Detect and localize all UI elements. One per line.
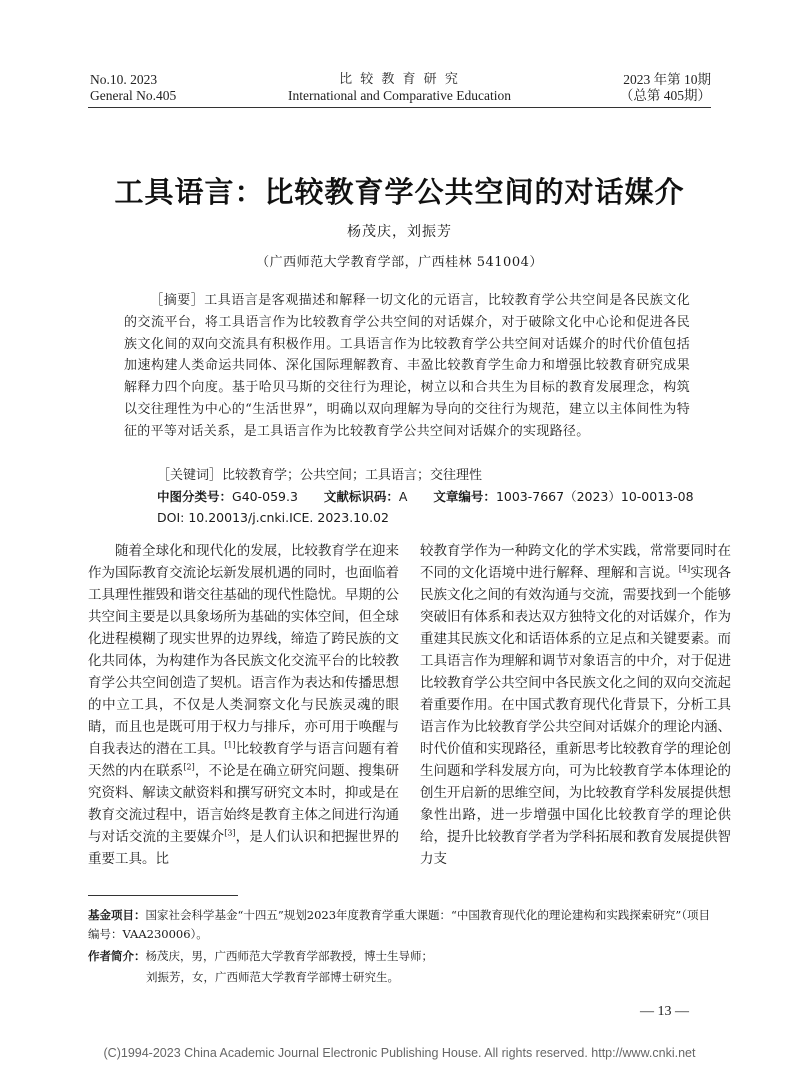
author1-text: 杨茂庆，男，广西师范大学教育学部教授，博士生导师； bbox=[145, 949, 433, 963]
article-title: 工具语言：比较教育学公共空间的对话媒介 bbox=[114, 175, 685, 209]
text-segment: 比较教育学与语言问题有着天然的内在联系 bbox=[88, 741, 400, 779]
citation-ref[interactable]: [3] bbox=[224, 828, 236, 838]
fund-text: 国家社会科学基金“十四五”规划2023年度教育学重大课题：“中国教育现代化的理论建构和实践探索研究”（项目编号：VAA230006）。 bbox=[88, 908, 711, 941]
citation-ref[interactable]: [2] bbox=[183, 762, 195, 772]
issue-number: No.10. 2023 bbox=[90, 72, 158, 87]
text-segment: ，是人们认识和把握世界的重要工具。比 bbox=[88, 829, 400, 867]
footnote-rule bbox=[88, 895, 238, 896]
copyright-notice: (C)1994-2023 China Academic Journal Electronic Publishing House. All rights reserved. http://www.cnki.net bbox=[103, 1046, 696, 1060]
keywords-label: ［关键词］ bbox=[157, 468, 223, 483]
journal-name-cn: 比 较 教 育 研 究 bbox=[339, 72, 460, 87]
header-rule bbox=[88, 107, 711, 108]
general-number: General No.405 bbox=[90, 88, 177, 103]
fund-label: 基金项目： bbox=[88, 908, 146, 922]
authors: 杨茂庆，刘振芳 bbox=[347, 224, 452, 240]
body-column-left bbox=[88, 540, 399, 870]
clc-label: 中图分类号： bbox=[157, 489, 233, 504]
body-paragraph bbox=[88, 540, 399, 870]
period: 2023 年第 10期 bbox=[623, 72, 711, 87]
abstract-label: ［摘要］ bbox=[150, 293, 205, 308]
abstract bbox=[124, 290, 690, 443]
clc-code: G40-059.3 bbox=[232, 489, 298, 504]
article-number-label: 文章编号： bbox=[433, 489, 496, 504]
author-label: 作者简介： bbox=[88, 949, 146, 963]
abstract-text: 工具语言是客观描述和解释一切文化的元语言，比较教育学公共空间是各民族文化的交流平台，将工具语言作为比较教育学公共空间的对话媒介，对于破除文化中心论和促进各民族文化间的双向交流具有积极作用。工具语言作为比较教育学公共空间对话媒介的时代价值包括加速构建人类命运共同体、深化国际理解教育、丰盈比较教育学生命力和增强比较教育研究成果解释力四个向度。基于哈贝马斯的交往行为理论，树立以和合共生为目标的教育发展理念，构筑以交往理性为中心的“生活世界”，明确以双向理解为导向的交往行为规范，建立以主体间性为特征的平等对话关系，是工具语言作为比较教育学公共空间对话媒介的实现路径。 bbox=[124, 293, 690, 439]
affiliation: （广西师范大学教育学部，广西桂林 541004） bbox=[256, 255, 543, 270]
total-issue: （总第 405期） bbox=[619, 88, 711, 103]
text-segment: 实现各民族文化之间的有效沟通与交流，需要找到一个能够突破旧有体系和表达双方独特文化的对话媒介，作为重建其民族文化和话语体系的立足点和关键要素。而工具语言作为理解和调节对象语言的中介，对于促进比较教育学公共空间中各民族文化之间的双向交流起着重要作用。在中国式教育现代化背景下，分析工具语言作为比较教育学公共空间对话媒介的理论内涵、时代价值和实现路径，重新思考比较教育学的理论创生问题和学科发展方向，可为比较教育学本体理论的创生开启新的思维空间，为比较教育学科发展提供想象性出路，进一步增强中国化比较教育学的理论供给，提升比较教育学者为学科拓展和教育发展提供智力支 bbox=[420, 565, 732, 867]
journal-name-en: International and Comparative Education bbox=[287, 88, 512, 103]
footnote-author bbox=[88, 947, 718, 966]
footnote-fund bbox=[88, 906, 718, 944]
text-segment: ，不论是在确立研究问题、搜集研究资料、解读文献资料和撰写研究文本时，抑或是在教育交流过程中，语言始终是教育主体之间进行沟通与对话交流的主要媒介 bbox=[88, 763, 400, 845]
citation-ref[interactable]: [4] bbox=[678, 564, 691, 574]
keywords-text: 比较教育学；公共空间；工具语言；交往理性 bbox=[222, 468, 483, 483]
citation-ref[interactable]: [1] bbox=[224, 740, 236, 750]
text-segment: 较教育学作为一种跨文化的学术实践，常常要同时在不同的文化语境中进行解释、理解和言说。 bbox=[420, 543, 731, 581]
keywords bbox=[157, 465, 697, 486]
doi: DOI: 10.20013/j.cnki.ICE. 2023.10.02 bbox=[157, 510, 389, 525]
article-number: 1003-7667（2023）10-0013-08 bbox=[495, 489, 694, 504]
header-period bbox=[620, 72, 711, 104]
page-number: — 13 — bbox=[640, 1004, 689, 1019]
body-paragraph bbox=[420, 540, 731, 870]
doc-code: A bbox=[398, 489, 408, 504]
body-column-right bbox=[420, 540, 731, 870]
text-segment: 随着全球化和现代化的发展，比较教育学在迎来作为国际教育交流论坛新发展机遇的同时，也面临着工具理性摧毁和谐交往基础的现代性隐忧。早期的公共空间主要是以具象场所为基础的实体空间，但全球化进程模糊了现实世界的边界线，缔造了跨民族的文化共同体，为构建作为各民族文化交流平台的比较教育学公共空间创造了契机。语言作为表达和传播思想的中立工具，不仅是人类洞察文化与民族灵魂的眼睛，而且也是既可用于权力与排斥，亦可用于唤醒与自我表达的潜在工具。 bbox=[88, 543, 399, 757]
classification-line bbox=[157, 487, 717, 507]
doc-code-label: 文献标识码： bbox=[323, 489, 399, 504]
footnote-author2: 刘振芳，女，广西师范大学教育学部博士研究生。 bbox=[146, 970, 399, 984]
